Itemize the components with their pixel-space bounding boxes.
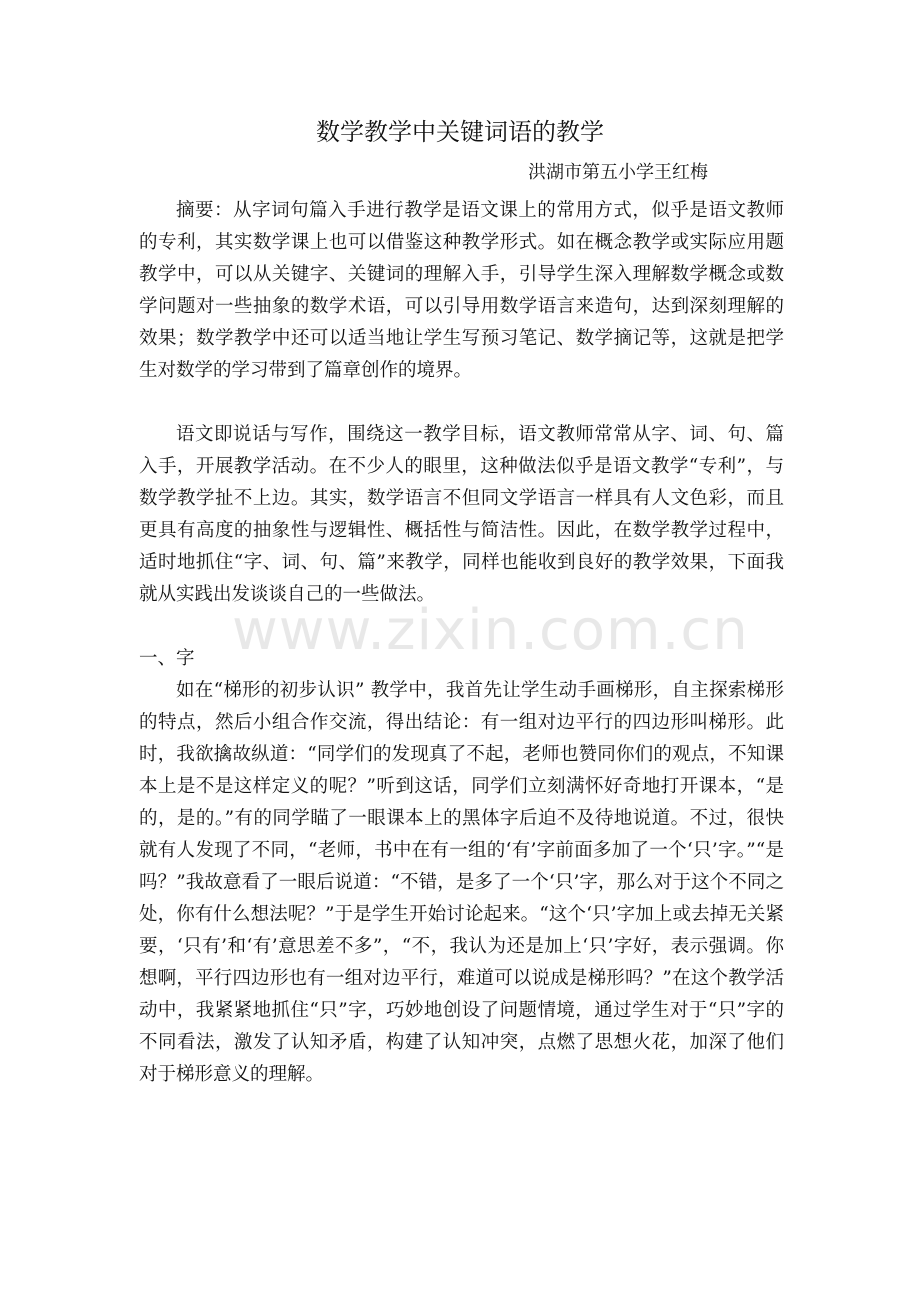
document-title: 数学教学中关键词语的教学 <box>316 118 604 146</box>
intro-paragraph-block <box>139 419 784 611</box>
section-heading: 一、字 <box>139 648 195 669</box>
abstract-paragraph-block <box>139 195 784 387</box>
section-body-block <box>139 675 784 1091</box>
section-body-paragraph: 如在“梯形的初步认识” 教学中，我首先让学生动手画梯形，自主探索梯形的特点，然后小组合作交流，得出结论：有一组对边平行的四边形叫梯形。此时，我欲擒故纵道：“同学们的发现真了不起，老师也赞同你们的观点，不知课本上是不是这样定义的呢？”听到这话，同学们立刻满怀好奇地打开课本，“是的，是的。”有的同学瞄了一眼课本上的黑体字后迫不及待地说道。不过，很快就有人发现了不同，“老师，书中在有一组的‘有’字前面多加了一个‘只’字。”“是吗？”我故意看了一眼后说道：“不错，是多了一个‘只’字，那么对于这个不同之处，你有什么想法呢？”于是学生开始讨论起来。“这个‘只’字加上或去掉无关紧要，‘只有’和‘有’意思差不多”，“不，我认为还是加上‘只’字好，表示强调。你想啊，平行四边形也有一组对边平行，难道可以说成是梯形吗？”在这个教学活动中，我紧紧地抓住“只”字，巧妙地创设了问题情境，通过学生对于“只”字的不同看法，激发了认知矛盾，构建了认知冲突，点燃了思想火花，加深了他们对于梯形意义的理解。 <box>139 680 784 1085</box>
abstract-paragraph: 摘要：从字词句篇入手进行教学是语文课上的常用方式，似乎是语文教师的专利，其实数学课上也可以借鉴这种教学形式。如在概念教学或实际应用题教学中，可以从关键字、关键词的理解入手，引导学生深入理解数学概念或数学问题对一些抽象的数学术语，可以引导用数学语言来造句，达到深刻理解的效果；数学教学中还可以适当地让学生写预习笔记、数学摘记等，这就是把学生对数学的学习带到了篇章创作的境界。 <box>139 200 784 381</box>
intro-paragraph: 语文即说话与写作，围绕这一教学目标，语文教师常常从字、词、句、篇入手，开展教学活动。在不少人的眼里，这种做法似乎是语文教学“专利”，与数学教学扯不上边。其实，数学语言不但同文学语言一样具有人文色彩，而且更具有高度的抽象性与逻辑性、概括性与简洁性。因此，在数学教学过程中，适时地抓住“字、词、句、篇”来教学，同样也能收到良好的教学效果，下面我就从实践出发谈谈自己的一些做法。 <box>139 424 784 605</box>
author-line: 洪湖市第五小学王红梅 <box>528 162 708 183</box>
watermark: www.zixin.com.cn <box>232 598 749 663</box>
section-heading-block <box>139 643 784 675</box>
